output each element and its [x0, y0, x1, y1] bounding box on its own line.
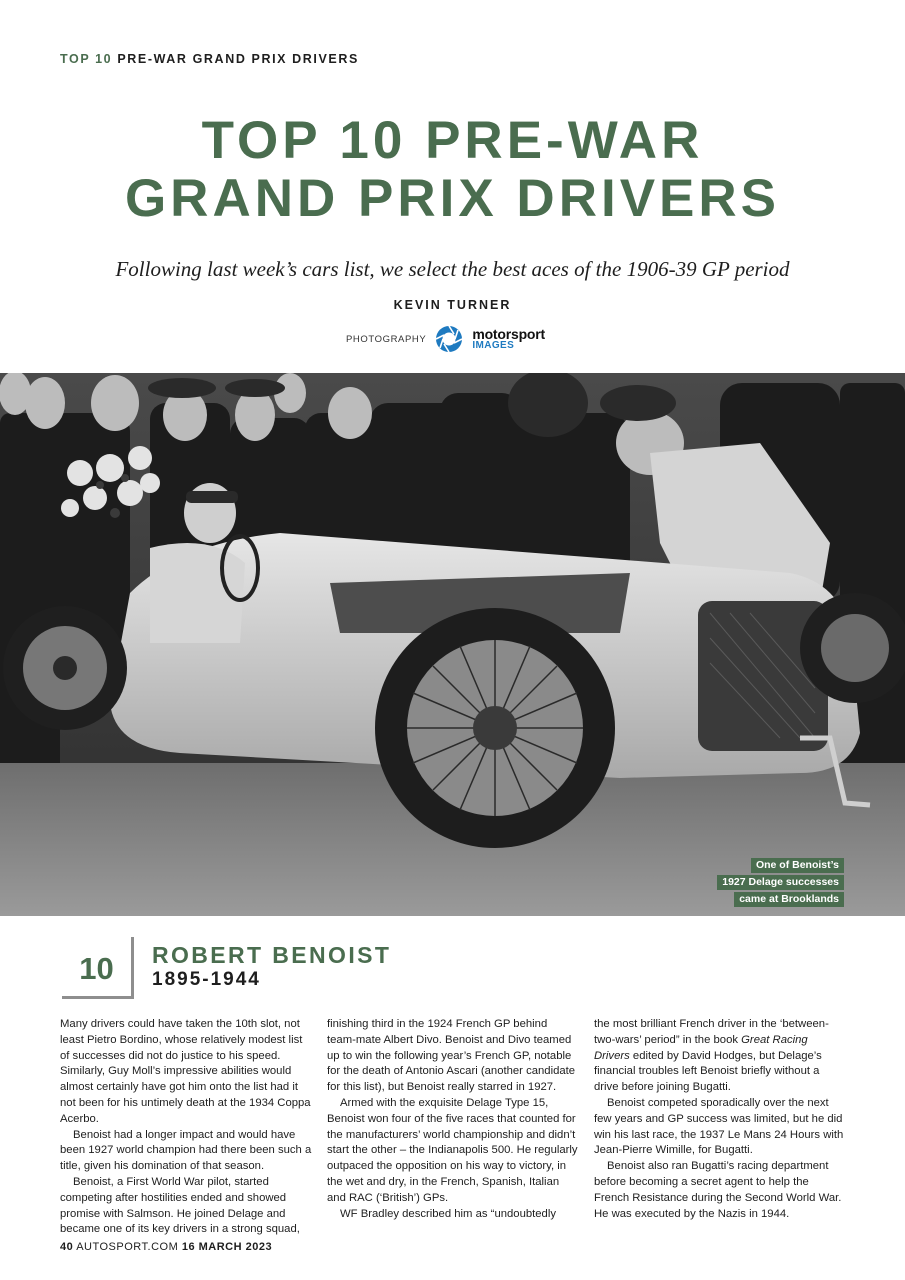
body-paragraph: WF Bradley described him as “undoubtedly — [340, 1207, 556, 1220]
motorsport-images-logo — [472, 327, 545, 351]
body-column-1 — [60, 1017, 312, 1238]
byline: KEVIN TURNER — [393, 298, 512, 312]
motorsport-images-aperture-icon — [434, 324, 464, 354]
body-text: edited by David Hodges, but Delage’s financial troubles left Benoist briefly without a drive before joining Bugatti. — [594, 1049, 822, 1094]
page-number: 40 — [60, 1241, 74, 1253]
headline-line-2: GRAND PRIX DRIVERS — [124, 169, 781, 228]
body-paragraph: Benoist, a First World War pilot, started competing after hostilities ended and showed promise with Salmson. He joined Delage and became one of its key drivers in a strong squad, — [60, 1175, 300, 1236]
rank-number: 10 — [62, 937, 134, 999]
body-paragraph: Benoist competed sporadically over the next few years and GP success was limited, but he did win his last race, the 1937 Le Mans 24 Hours with Jean-Pierre Wimille, for Bugatti. — [594, 1096, 844, 1157]
body-paragraph: Benoist also ran Bugatti’s racing department before becoming a secret agent to help the French Resistance during the Second World War. He was executed by the Nazis in 1944. — [594, 1160, 842, 1220]
hero-caption — [717, 858, 844, 907]
driver-name: ROBERT BENOIST — [152, 942, 392, 968]
book-title: Great Racing Drivers — [594, 1033, 808, 1062]
hero-photo — [0, 373, 905, 916]
hero-caption-line: 1927 Delage successes — [717, 875, 844, 890]
headline — [0, 112, 905, 228]
body-paragraph — [594, 1017, 846, 1096]
body-paragraph: Many drivers could have taken the 10th slot, not least Pietro Bordino, whose relatively modest list of successes did not do justice to his speed. Similarly, Guy Moll’s impressive abilities would almost certainly have got him onto the list had it not been for his untimely death at the 1934 Coppa Acerbo. — [60, 1018, 311, 1125]
folio — [60, 1241, 272, 1253]
standfirst: Following last week’s cars list, we select the best aces of the 1906-39 GP period — [115, 257, 790, 281]
body-text: the most brilliant French driver in the ‘between-two-wars’ period” in the book — [594, 1018, 829, 1046]
photo-credit — [346, 322, 545, 356]
hero-caption-line: One of Benoist’s — [751, 858, 844, 873]
hero-caption-line: came at Brooklands — [734, 892, 844, 907]
section-tag — [60, 52, 359, 66]
hero-photo-illustration — [0, 373, 905, 916]
body-column-3 — [594, 1017, 846, 1222]
body-column-2 — [327, 1017, 579, 1222]
logo-motorsport-text: motorsport — [472, 326, 545, 342]
folio-site: AUTOSPORT.COM — [76, 1241, 179, 1253]
section-tag-accent: TOP 10 — [60, 52, 113, 66]
body-paragraph: finishing third in the 1924 French GP behind team-mate Albert Divo. Benoist and Divo teamed up to win the following year’s French GP, notable for the death of Antonio Ascari (another candidate for this list), but Benoist really starred in 1927. — [327, 1018, 576, 1094]
logo-images-text: IMAGES — [472, 340, 515, 351]
issue-date: 16 MARCH 2023 — [181, 1241, 273, 1253]
body-paragraph: Armed with the exquisite Delage Type 15, Benoist won four of the five races that counted for the manufacturers’ world championship and didn’t start the other – the Indianapolis 500. He regularly outpaced the opposition on his way to victory, in the wet and dry, in the French, Spanish, Italian and RAC (‘British’) GPs. — [327, 1096, 578, 1204]
headline-line-1: TOP 10 PRE-WAR — [201, 111, 704, 170]
photo-credit-label: PHOTOGRAPHY — [346, 333, 427, 345]
body-paragraph: Benoist had a longer impact and would have been 1927 world champion had there been such a title, given his domination of that season. — [60, 1128, 312, 1173]
section-tag-rest: PRE-WAR GRAND PRIX DRIVERS — [117, 52, 359, 66]
driver-years: 1895-1944 — [152, 969, 261, 990]
